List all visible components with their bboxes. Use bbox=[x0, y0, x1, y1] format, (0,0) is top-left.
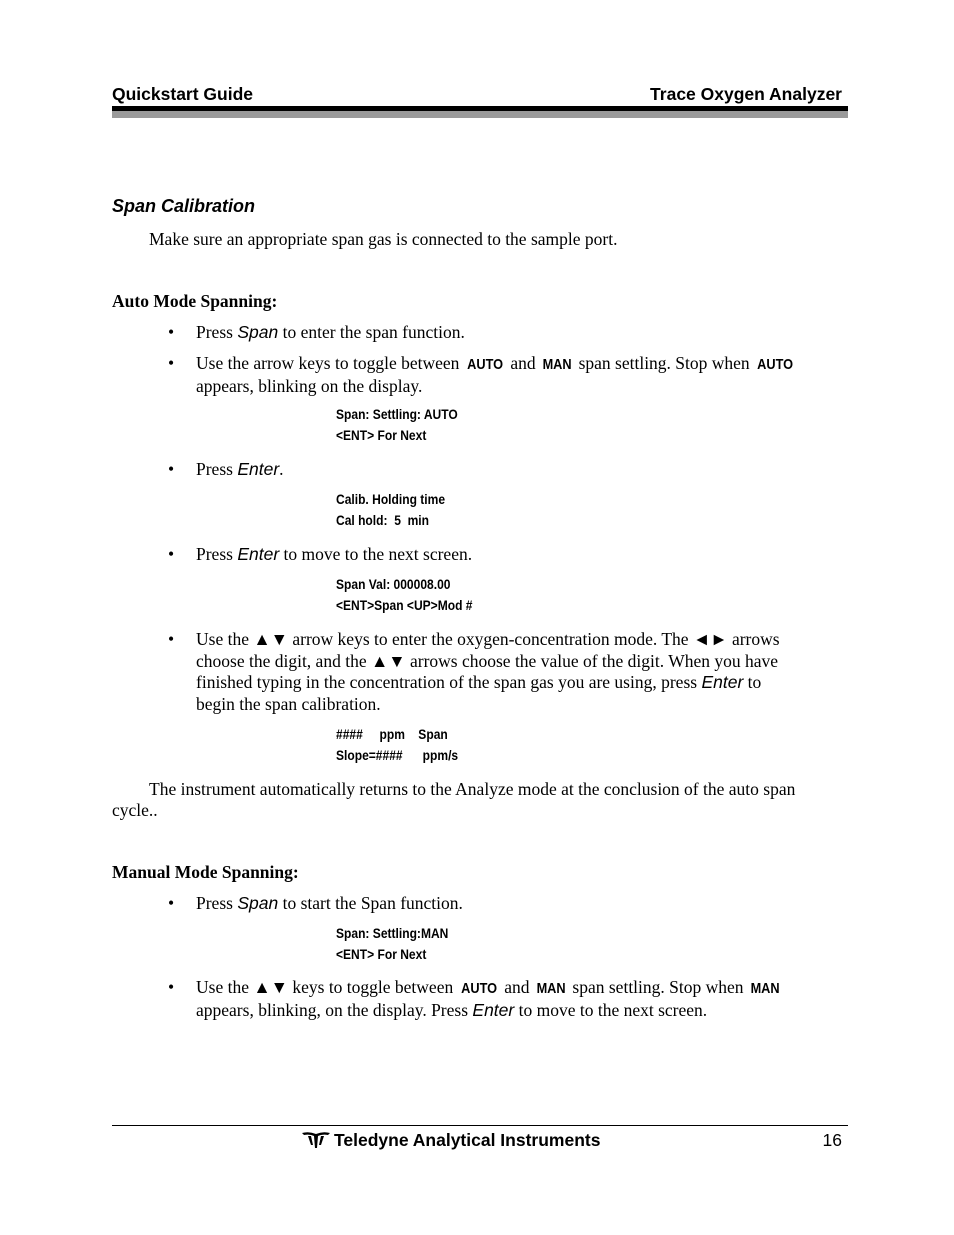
auto-bullet-1: Press Span to enter the span function. bbox=[196, 322, 465, 342]
header-right-title: Trace Oxygen Analyzer bbox=[650, 84, 842, 104]
enter-key-label: Enter bbox=[237, 544, 280, 564]
footer-company: Teledyne Analytical Instruments bbox=[334, 1130, 601, 1150]
display-screen bbox=[336, 724, 478, 766]
display-line: Span: Settling:MAN bbox=[336, 925, 449, 941]
section-intro: Make sure an appropriate span gas is connected to the sample port. bbox=[149, 229, 618, 249]
page-number: 16 bbox=[822, 1130, 842, 1150]
bullet-dot: • bbox=[168, 893, 175, 913]
enter-key-label: Enter bbox=[701, 672, 744, 692]
header-left-title: Quickstart Guide bbox=[112, 84, 254, 104]
display-line: Calib. Holding time bbox=[336, 491, 446, 507]
manual-bullet-2: Use the ▲▼ keys to toggle between AUTO and MAN span settling. Stop when MAN appears, blinking, on the display. Press Enter to move to the next screen. bbox=[196, 977, 780, 1020]
display-screen bbox=[336, 489, 463, 531]
display-line: #### ppm Span bbox=[336, 726, 448, 742]
auto-closing-line-1: The instrument automatically returns to the Analyze mode at the conclusion of the auto span bbox=[149, 779, 796, 799]
display-line: <ENT> For Next bbox=[336, 427, 427, 443]
bullet-dot: • bbox=[168, 322, 175, 342]
auto-mode-label: AUTO bbox=[460, 980, 497, 997]
span-key-label: Span bbox=[237, 322, 279, 342]
bullet-dot: • bbox=[168, 977, 175, 997]
auto-bullet-4: Press Enter to move to the next screen. bbox=[196, 544, 473, 564]
display-screen bbox=[336, 574, 495, 616]
span-key-label: Span bbox=[237, 893, 279, 913]
manual-bullet-1: Press Span to start the Span function. bbox=[196, 893, 463, 913]
bullet-dot: • bbox=[168, 459, 175, 479]
man-mode-label: MAN bbox=[536, 980, 566, 997]
manual-mode-heading: Manual Mode Spanning: bbox=[112, 862, 299, 882]
man-mode-label: MAN bbox=[750, 980, 780, 997]
bullet-dot: • bbox=[168, 629, 175, 649]
bullet-dot: • bbox=[168, 544, 175, 564]
auto-bullet-5: Use the ▲▼ arrow keys to enter the oxygen-concentration mode. The ◄► arrows choose the digit, and the ▲▼ arrows choose the value of the digit. When you have finished typing in the concentration of the span gas you are using, press Enter to begin the span calibration. bbox=[196, 629, 780, 714]
auto-bullet-2: Use the arrow keys to toggle between AUTO and MAN span settling. Stop when AUTO appears, blinking on the display. bbox=[196, 353, 794, 396]
auto-mode-label: AUTO bbox=[757, 356, 794, 373]
man-mode-label: MAN bbox=[542, 356, 572, 373]
section-title: Span Calibration bbox=[112, 196, 256, 216]
display-line: Cal hold: 5 min bbox=[336, 512, 429, 528]
bullet-dot: • bbox=[168, 353, 175, 373]
display-screen bbox=[336, 404, 478, 446]
display-line: Slope=#### ppm/s bbox=[336, 747, 459, 763]
enter-key-label: Enter bbox=[472, 999, 515, 1020]
display-line: <ENT>Span <UP>Mod # bbox=[336, 597, 473, 613]
display-line: Span Val: 000008.00 bbox=[336, 576, 451, 592]
display-line: <ENT> For Next bbox=[336, 946, 427, 962]
header-rule-grey bbox=[112, 111, 848, 118]
footer-rule bbox=[112, 1125, 848, 1126]
enter-key-label: Enter bbox=[237, 459, 280, 479]
auto-closing-line-2: cycle.. bbox=[112, 800, 158, 820]
display-line: Span: Settling: AUTO bbox=[336, 406, 458, 422]
auto-bullet-3: Press Enter. bbox=[196, 459, 284, 479]
auto-mode-heading: Auto Mode Spanning: bbox=[112, 291, 278, 311]
teledyne-logo-icon bbox=[302, 1131, 330, 1149]
auto-mode-label: AUTO bbox=[466, 356, 503, 373]
display-screen bbox=[336, 923, 467, 965]
